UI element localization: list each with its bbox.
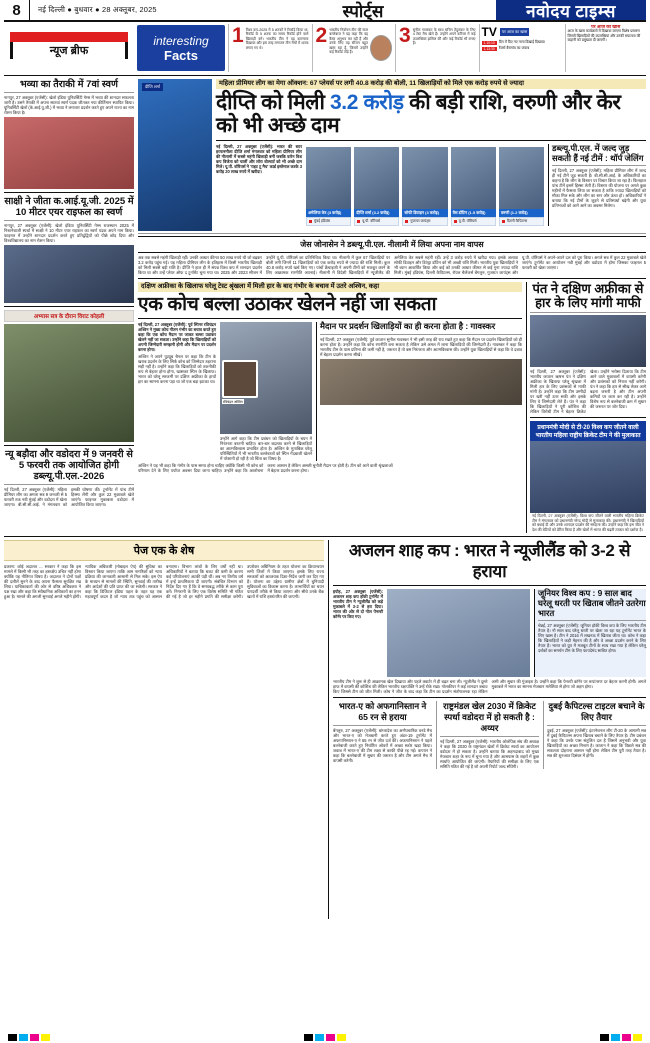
photo-badge: दीप्ति शर्मा <box>142 83 163 91</box>
tv-row-text: रेंजर्स बैरागांव का जवाब <box>498 46 530 50</box>
bottom-headline: भारत-ए को अफगानिस्तान ने 65 रन से हराया <box>338 701 427 723</box>
divider <box>320 334 522 335</box>
junior-wc-box <box>534 589 646 677</box>
coach-content <box>138 322 522 461</box>
divider <box>4 536 646 537</box>
bottom-stories <box>333 701 646 769</box>
player-name: अमेलिया केर (3 करोड़) <box>306 209 351 217</box>
coach-col-3: अश्विन ने यह भी कहा कि गंभीर के पास समय होना चाहिए क्योंकि किसी भी कोच को परिणाम देने के लिए पर्याप्त अवसर दिया जाना चाहिए। उन्होंने कहा कि आलोचना करना आसान है लेकिन असली चुनौती मैदान पर होती है। टीम को आने वाली श्रृंखलाओं में बेहतर प्रदर्शन करना होगा। <box>138 463 393 473</box>
color-bar-left <box>8 1034 50 1041</box>
tv-header <box>482 25 563 39</box>
junior-wc-body: चेन्नई, 27 अक्तूबर (एजेंसी): जूनियर हॉकी विश्व कप के लिए भारतीय टीम तैयार है। नौ साल बाद घरेलू धरती पर खेला जा रहा यह टूर्नामेंट भारत के लिए खास है। टीम ने 2016 में लखनऊ में खिताब जीता था। कोच ने कहा कि खिलाड़ियों ने कड़ी मेहनत की है और वे अच्छा प्रदर्शन करने के लिए तैयार हैं। भारत को ग्रुप में मजबूत टीमों के साथ रखा गया है लेकिन घरेलू दर्शकों का समर्थन टीम के लिए फायदेमंद साबित होगा। <box>538 623 646 654</box>
auction-col-1: अब तक सबसे महंगी खिलाड़ी रहीं। उनकी आधार कीमत 50 लाख रुपये थी जो बढ़कर 3.2 करोड़ पहुंच गई। यह महिला प्रीमियर लीग के इतिहास में किसी भारतीय खिलाड़ी को मिली सबसे बड़ी राशि है। दीप्ति ने हाल ही में संपन्न विश्व कप में शानदार प्रदर्शन किया था और उन्हें प्लेयर ऑफ द टूर्नामेंट चुना गया था। <box>138 255 262 275</box>
center-column <box>138 79 646 533</box>
rest-col-4: उपरोक्त अधिनियम के तहत योजना का क्रियान्वयन सभी जिलों में किया जाएगा। इसके लिए राज्य सरकारों को आवश्यक दिशा-निर्देश जारी कर दिए गए हैं। योजना का उद्देश्य ग्रामीण क्षेत्रों में बुनियादी सुविधाओं का विकास करना है। लाभार्थियों का चयन पारदर्शी तरीके से किया जाएगा और सीधे उनके बैंक खातों में राशि हस्तांतरित की जाएगी। <box>247 564 324 600</box>
swatch-yellow <box>41 1034 50 1041</box>
group-photo-band: प्रधानमंत्री मोदी से टी-20 विश्व कप जीतने वाली भारतीय महिला राष्ट्रीय क्रिकेट टीम ने की मुलाकात <box>530 421 646 441</box>
coach-text-left <box>138 322 216 461</box>
fact-item <box>228 24 312 72</box>
page-one-rest <box>4 540 324 919</box>
left-column <box>4 79 134 533</box>
player-card <box>451 147 496 226</box>
tv-feature-text: आज के खास कार्यक्रमों में दिखाया जाएगा विशेष प्रसारण जिसमें खिलाड़ियों की उपलब्धियां और उनकी सफलता की कहानी को प्रमुखता दी जाएगी। <box>567 29 641 43</box>
tv-time-badge: 1.10:10 <box>483 40 495 45</box>
swatch-yellow <box>337 1034 346 1041</box>
fact-number: 3 <box>399 24 411 47</box>
player-team: यू.पी. वॉरियर्स <box>451 217 496 226</box>
junior-wc-headline: जूनियर विश्व कप : 9 साल बाद घरेलू धरती पर खिताब जीतने उतरेगा भारत <box>538 588 646 618</box>
auction-col-3: नीलामी में विदेशी खिलाड़ियों में न्यूजीलैंड की अमेलिया केर सबसे महंगी रहीं। उन्हें 3 करोड़ रुपये में खरीदा गया। इसके अलावा सोफी डिवाइन और डिएंड्रा डॉटिन को भी अच्छी राशि मिली। भारतीय युवा खिलाड़ियों ने भी ध्यान आकर्षित किया और कई को उनकी आधार कीमत से कई गुना ज्यादा राशि मिली। <box>319 255 518 275</box>
rest-col-3: विभाग लांबों के लिए वर्षों नहीं था। अधिकारियों ने बताया कि बजट की कमी के कारण कई परियोजनाएं अटकी पड़ी थीं। अब नए वित्तीय वर्ष में इन्हें प्राथमिकता दी जाएगी। संबंधित विभाग को निर्देश दिए गए हैं कि वे समयबद्ध तरीके से काम पूरा करें। निगरानी के लिए एक विशेष समिति भी गठित की गई है जो हर महीने प्रगति की समीक्षा करेगी। <box>166 564 243 600</box>
auction-text-block <box>216 79 646 231</box>
masthead <box>4 0 646 22</box>
fact-text: भारतीय निर्वाचन टीम की स्टार बल्लेबाज ने यह कहा कि वह कैसा अनुभव कर रही हैं और उनके लिए यह सीजन बहुत खास रहा है, जिसमें उन्होंने कई रिकॉर्ड तोड़े हैं। <box>329 28 368 55</box>
swatch-black <box>600 1034 609 1041</box>
bottom-story <box>333 701 432 769</box>
deepti-photo <box>138 79 212 231</box>
divider <box>530 417 646 418</box>
facts-line2: Facts <box>164 47 198 63</box>
color-bar-center <box>304 1034 346 1041</box>
wpl-teams-box <box>548 144 646 226</box>
swatch-cyan <box>315 1034 324 1041</box>
brief-headline: साक्षी ने जीता क.आई.यू.जी. 2025 में 10 मीटर एयर राइफल का स्वर्ण <box>4 196 134 218</box>
side-box-body: नई दिल्ली, 27 अक्तूबर (एजेंसी): महिला प्रीमियर लीग में जल्द ही नई टीमें जुड़ सकती हैं। बी.सी.सी.आई. के अधिकारियों का कहना है कि लीग के विस्तार पर विचार किया जा रहा है। फिलहाल पांच टीमें इसमें हिस्सा लेती हैं। विस्तार की योजना पर अगले कुछ महीनों में फैसला लिया जा सकता है ताकि ज्यादा खिलाड़ियों को मौका मिल सके और लीग का स्तर और ऊंचा हो। अधिकारियों ने बताया कि नई टीमों के जुड़ने से प्रतिस्पर्धा बढ़ेगी और युवा प्रतिभाओं को आगे आने का अवसर मिलेगा। <box>552 168 646 209</box>
hockey-lead: इपोह, 27 अक्तूबर (एजेंसी): अजलन शाह कप हॉकी टूर्नामेंट में भारतीय टीम ने न्यूजीलैंड को कड़े मुकाबले में 3-2 से हरा दिया। भारत की ओर से दो गोल पेनल्टी कॉर्नर पर किए गए। <box>333 589 383 620</box>
player-team: दिल्ली कैपिटल्स <box>499 217 544 226</box>
headline-part1: दीप्ति को मिली <box>216 91 331 114</box>
dateline: नई दिल्ली ● बुधवार ● 28 अक्तूबर, 2025 <box>38 5 157 14</box>
tv-row <box>482 46 563 51</box>
coach-kicker: दक्षिण अफ्रीका के खिलाफ घरेलू टेस्ट श्रृंखला में मिली हार के बाद गंभीर के बचाव में उतरे अश्विन, कहा <box>138 282 522 292</box>
swatch-magenta <box>326 1034 335 1041</box>
side-box-headline: डब्ल्यू.पी.एल. में जल्द जुड़ सकती हैं नई टीमें : थॉर्प जेलिंग <box>552 143 644 163</box>
interesting-facts-logo <box>137 25 225 71</box>
bottom-headline: दुबई कैपिटल्स टाइटल बचाने के लिए तैयार <box>548 701 645 723</box>
pant-photo <box>530 315 646 367</box>
rest-col-1: प्रकरण: कोई अदालत ... सरकार ने कहा कि इस मामले में किसी भी तरह का हस्तक्षेप उचित नहीं होगा क्योंकि यह नीतिगत विषय है। अदालत ने दोनों पक्षों की दलीलें सुनने के बाद अपना फैसला सुरक्षित रख लिया। याचिकाकर्ता की ओर से वरिष्ठ अधिवक्ता ने पक्ष रखा और कहा कि संवैधानिक अधिकारों का हनन हुआ है। मामले की अगली सुनवाई अगले महीने होगी। <box>4 564 81 600</box>
auction-story <box>138 79 646 231</box>
auction-kicker: महिला प्रीमियर लीग का मेगा ऑक्शन: 67 प्लेयर्स पर लगी 40.8 करोड़ की बोली, 11 खिलाड़ियों को मिले एक करोड़ रुपये से ज्यादा <box>216 79 646 89</box>
player-card <box>499 147 544 226</box>
divider <box>138 233 646 234</box>
divider <box>552 165 646 166</box>
tv-listing-box <box>479 24 565 72</box>
auction-lead: नई दिल्ली, 27 अक्तूबर (एजेंसी): भारत की स्टार हरफनमौला दीप्ति शर्मा मंगलवार को महिला प्रीमियर लीग की नीलामी में सबसे महंगी खिलाड़ी बनीं जबकि वारेन विश कप विजेता को चार्ली और लॉरा वोल्वार्ट को भी अच्छे दाम मिले। यू.पी. वॉरियर्स ने 'राइट टू मैच' कार्ड इस्तेमाल करके 3 करोड़ 20 लाख रुपये में खरीदा। <box>216 144 302 174</box>
divider <box>216 140 646 141</box>
pant-body: नई दिल्ली, 27 अक्तूबर (एजेंसी): भारतीय कप्तान ऋषभ पंत ने दक्षिण अफ्रीका के खिलाफ घरेलू श्रृंखला में मिली हार के लिए प्रशंसकों से माफी मांगी है। उन्होंने कहा कि टीम उम्मीदों पर खरी नहीं उतर सकी और इसके लिए वे जिम्मेदारी लेते हैं। पंत ने कहा कि खिलाड़ियों ने पूरी कोशिश की लेकिन विरोधी टीम ने बेहतर क्रिकेट खेला। उन्होंने भरोसा दिलाया कि टीम आने वाले मुकाबलों में वापसी करेगी और प्रशंसकों को निराश नहीं करेगी। पंत ने कहा कि हार से सीख लेकर आगे बढ़ना जरूरी है और टीम अपनी कमियों पर काम कर रही है। उन्होंने विशेष रूप से बल्लेबाजी क्रम में सुधार की जरूरत पर जोर दिया। <box>530 369 646 414</box>
gambhir-photo <box>220 322 312 434</box>
hockey-body <box>333 679 646 694</box>
divider <box>333 725 432 726</box>
auction-columns <box>138 236 646 275</box>
news-brief-label: न्यूज ब्रीफ <box>10 42 128 59</box>
player-card <box>402 147 447 226</box>
fact-item <box>312 24 396 72</box>
fact-text: विश्व कप-2025 में 5 शतकों ने रिकॉर्ड किया था, रिकॉर्ड के 5 शतक का समय रिकॉर्ड होने वाले खिलाड़ी बने। भारतीय टीम ने यह कारनामा दिखाया और इस तरह लगातार तीन मैचों में शतक लगाए गए थे। <box>245 28 309 50</box>
player-name: वैस डॉटिन (1.5 करोड़) <box>451 209 496 217</box>
divider <box>538 620 646 621</box>
divider <box>440 736 539 737</box>
auction-continued <box>138 236 646 275</box>
swimmer-photo <box>4 117 134 189</box>
bottom-body: दुबई, 27 अक्तूबर (एजेंसी): इंटरनेशनल लीग टी-20 के आगामी सत्र में दुबई कैपिटल्स अपना खिताब बचाने के लिए तैयार है। टीम प्रबंधन ने कहा कि उनके पास संतुलित दल है जिसमें अनुभवी और युवा खिलाड़ियों का अच्छा मिश्रण है। कप्तान ने कहा कि पिछले सत्र की सफलता दोहराना आसान नहीं होगा लेकिन टीम पूरी तरह तैयार है। सत्र की शुरुआत दिसंबर में होगी। <box>547 728 646 759</box>
coach-photo-block <box>220 322 312 461</box>
auction-lead-row <box>216 144 646 226</box>
fact-item <box>395 24 479 72</box>
brief-body: नागपुर, 27 अक्तूबर (एजेंसी): खेलो इंडिया यूनिवर्सिटी गेम्स राजस्थान 2025 में निशानेबाजी स्पर्धा में साक्षी ने 10 मीटर एयर राइफल का स्वर्ण पदक अपने नाम किया। फाइनल में उन्होंने शानदार प्रदर्शन करते हुए प्रतिद्वंद्वियों को पीछे छोड़ दिया और विश्वविद्यालय का नाम रोशन किया। <box>4 223 134 243</box>
rest-col-2: न्यायिक अधिकारी (मोबाइल ऐप) की सुविधा का विस्तार किया जाएगा ताकि आम नागरिकों को न्याय प्रक्रिया की जानकारी आसानी से मिल सके। इस ऐप के माध्यम से मामलों की स्थिति, सुनवाई की तारीख और आदेशों की प्रति प्राप्त की जा सकेगी। सरकार ने कहा कि डिजिटल इंडिया पहल के तहत यह एक महत्वपूर्ण कदम है जो न्याय तक पहुंच को आसान बनाएगा। <box>85 564 179 600</box>
fact-number: 1 <box>232 24 244 47</box>
tv-feature-box <box>565 24 647 72</box>
hockey-photo <box>387 589 530 677</box>
swatch-black <box>304 1034 313 1041</box>
bottom-story <box>436 701 539 769</box>
coach-lead: नई दिल्ली, 27 अक्तूबर (एजेंसी): पूर्व स्पिनर रविचंद्रन अश्विन ने मुख्य कोच गौतम गंभीर का बचाव करते हुए कहा कि एक कोच मैदान पर जाकर बल्ला उठाकर खेलने नहीं जा सकता। उन्होंने कहा कि खिलाड़ियों को अपनी जिम्मेदारी समझनी होगी और मैदान पर प्रदर्शन करना होगा। <box>138 322 216 352</box>
kohli-practice-photo <box>4 324 134 442</box>
ashwin-inset-caption: रविचंद्रन अश्विन <box>223 400 243 404</box>
brand-logo <box>496 0 646 20</box>
divider <box>4 192 134 193</box>
player-photo <box>402 147 447 209</box>
swatch-black <box>8 1034 17 1041</box>
player-team: गुजरात जायंट्स <box>402 217 447 226</box>
swatch-magenta <box>622 1034 631 1041</box>
coach-col-1: अश्विन ने अपने यूट्यूब चैनल पर कहा कि टीम के खराब प्रदर्शन के लिए सिर्फ कोच को जिम्मेदार ठहराना सही नहीं है। उन्होंने कहा कि खिलाड़ियों को तकनीकी रूप से बेहतर होना होगा, खासकर स्पिन के खिलाफ। भारत को घरेलू सरजमीं पर दक्षिण अफ्रीका के हाथों हार का सामना करना पड़ा था जो एक बड़ा झटका था। <box>138 354 216 384</box>
divider <box>547 725 646 726</box>
headline-part2: की बड़ी राशि, वरुणी और केर को भी अच्छे दाम <box>216 91 621 137</box>
deepti-photo-block <box>138 79 212 231</box>
player-photo <box>354 147 399 209</box>
player-card <box>354 147 399 226</box>
divider <box>4 220 134 221</box>
brief-headline: न्यू बड़ौदा और वडोदरा में 9 जनवरी से 5 फरवरी तक आयोजित होगी डब्ल्यू.पी.एल.-2026 <box>5 449 133 482</box>
hockey-photo-block <box>387 589 530 677</box>
tv-feature-head: पर आज का खास <box>591 24 621 29</box>
main-body <box>4 79 646 533</box>
coach-story <box>138 282 522 533</box>
fact-portrait <box>370 35 392 61</box>
group-photo-caption: नई दिल्ली, 27 अक्तूबर (एजेंसी): विश्व कप जीतने वाली भारतीय महिला क्रिकेट टीम ने मंगलवार को प्रधानमंत्री नरेन्द्र मोदी से मुलाकात की। प्रधानमंत्री ने खिलाड़ियों को बधाई दी और उनके शानदार प्रदर्शन की सराहना की। उन्होंने कहा कि इस जीत ने देश की बेटियों को प्रेरित किया है और खेलों में भारत की बढ़ती ताकत को दर्शाया है। <box>532 514 644 532</box>
hockey-col-2: कोच ने जीत के बाद कहा कि टीम का प्रदर्शन संतोषजनक रहा लेकिन अभी और सुधार की गुंजाइश है। उन्होंने कहा कि पेनल्टी कॉर्नर पर रूपांतरण दर बेहतर करनी होगी। अगले मुकाबले में भारत का सामना मेजबान मलेशिया से होगा जो अहम होगा। <box>383 679 646 695</box>
divider <box>4 445 134 446</box>
player-name: सोफी डिवाइन (3 करोड़) <box>402 209 447 217</box>
divider <box>4 306 134 307</box>
bottom-story <box>543 701 646 769</box>
bottom-body: बेंगलुरु, 27 अक्तूबर (एजेंसी): बांग्लादेश का अनौपचारिक वनडे मैच और भारत-ए को मेजबानी करते हुए अंडर-19 टूर्नामेंट में अफगानिस्तान-ए ने 65 रन से जीत दर्ज की। अफगानिस्तान ने पहले बल्लेबाजी करते हुए निर्धारित ओवरों में अच्छा स्कोर खड़ा किया। जवाब में भारत-ए की टीम लक्ष्य से काफी पीछे रह गई। कप्तान ने कहा कि बल्लेबाजी में सुधार की जरूरत है और टीम अगले मैच में वापसी करेगी। <box>333 728 432 764</box>
bottom-body: नई दिल्ली, 27 अक्तूबर (एजेंसी): भारतीय ओलंपिक संघ की अध्यक्ष ने कहा कि 2030 के राष्ट्रमंडल खेलों में क्रिकेट स्पर्धा का आयोजन वडोदरा में हो सकता है। उन्होंने बताया कि अहमदाबाद को मुख्य मेजबान शहर के रूप में चुना गया है और आसपास के शहरों में कुछ स्पर्धाएं आयोजित की जाएंगी। तैयारियों की समीक्षा के लिए एक समिति गठित की गई है जो अपनी रिपोर्ट जल्द सौंपेगी। <box>440 739 539 770</box>
brief-body: नई दिल्ली, 27 अक्तूबर (एजेंसी): महिला प्रीमियर लीग का अगला सत्र 9 जनवरी से 5 फरवरी तक नवी मुंबई और वडोदरा में खेला जाएगा। बी.सी.सी.आई. ने मंगलवार को इसकी घोषणा की। टूर्नामेंट में पांच टीमें हिस्सा लेंगी और कुल 22 मुकाबले खेले जाएंगे। फाइनल मुकाबला वडोदरा में आयोजित किया जाएगा। <box>4 487 134 507</box>
tv-logo: TV <box>481 25 497 39</box>
divider <box>4 75 646 76</box>
page-one-rest-label: पेज एक के शेष <box>4 540 324 561</box>
color-bar-right <box>600 1034 642 1041</box>
group-photo <box>530 441 646 513</box>
player-photo <box>499 147 544 209</box>
swatch-cyan <box>611 1034 620 1041</box>
gavaskar-box <box>316 322 522 461</box>
auction-subheadline: जेस जोनासेन ने डब्ल्यू.पी.एल. नीलामी में लिया अपना नाम वापस <box>138 236 646 253</box>
auction-headline <box>216 91 646 137</box>
hockey-col-1: भारतीय टीम ने शुरू से ही आक्रामक खेल दिखाया और पहले क्वार्टर में ही बढ़त बना ली। न्यूजीलैंड ने दूसरे हाफ में वापसी की कोशिश की लेकिन भारतीय रक्षापंक्ति ने उन्हें रोके रखा। गोलकीपर ने कई शानदार बचाव किए जिससे टीम को जीत मिली। <box>333 679 488 695</box>
auction-body <box>138 255 646 275</box>
bottom-headline: राष्ट्रमंडल खेल 2030 में क्रिकेट स्पर्धा वडोदरा में हो सकती है : अय्यर <box>443 701 536 734</box>
page-title: स्पोर्ट्स <box>342 1 384 21</box>
brand-name: नवोदय टाइम्स <box>526 1 616 21</box>
brief-headline: भव्या का तैराकी में 7वां स्वर्ण <box>20 79 118 90</box>
player-name: दीप्ति शर्मा (3.2 करोड़) <box>354 209 399 217</box>
auction-col-2: 2025 और 2023 सीजन में उन्होंने यू.पी. वॉरियर्स का प्रतिनिधित्व किया था। नीलामी में कुल 67 खिलाड़ियों पर बोली लगी जिनमें 11 खिलाड़ियों को एक करोड़ रुपये से ज्यादा की राशि मिली। कुल 40.8 करोड़ रुपये खर्च किए गए। पांचों फ्रेंचाइजी ने अपनी टीमों को मजबूत करने के लिए आक्रामक रणनीति अपनाई। <box>220 255 390 275</box>
divider <box>530 312 646 313</box>
player-photo <box>306 147 351 209</box>
coach-headline: एक कोच बल्ला उठाकर खेलने नहीं जा सकता <box>138 294 437 315</box>
players-strip <box>306 144 544 226</box>
divider <box>4 92 134 93</box>
player-photo <box>451 147 496 209</box>
divider <box>4 484 134 485</box>
fact-text: सुनील गावस्कर के साथ सचिन तेंदुलकर के लिए 4 टेस्ट मैच खेले हैं। उन्होंने अपने करियर में कई उपलब्धियां हासिल कीं और कई रिकॉर्ड भी बनाए हैं। <box>412 28 476 46</box>
page-number: 8 <box>4 0 30 20</box>
divider <box>333 585 646 586</box>
divider <box>333 697 646 698</box>
fact-number: 2 <box>315 24 328 47</box>
gavaskar-headline: मैदान पर प्रदर्शन खिलाड़ियों का ही करना होता है : गावस्कर <box>320 321 496 331</box>
divider <box>138 278 646 279</box>
player-team: मुंबई इंडियंस <box>306 217 351 226</box>
player-team: यू.पी. वॉरियर्स <box>354 217 399 226</box>
swatch-cyan <box>19 1034 28 1041</box>
facts-line1: interesting <box>153 33 209 48</box>
pant-story <box>526 282 646 533</box>
shooter-photo <box>4 245 134 303</box>
page-one-rest-body <box>4 564 324 919</box>
pant-headline: पंत ने दक्षिण अफ्रीका से हार के लिए मांगी माफी <box>532 281 644 310</box>
hockey-section <box>328 540 646 919</box>
gavaskar-body: नई दिल्ली, 27 अक्तूबर (एजेंसी): पूर्व कप्तान सुनील गावस्कर ने भी इसी तरह की राय रखते हुए कहा कि मैदान पर प्रदर्शन खिलाड़ियों को ही करना होता है। उन्होंने कहा कि कोच रणनीति बना सकता है लेकिन उसे अमल में लाना खिलाड़ियों की जिम्मेदारी है। गावस्कर ने कहा कि भारतीय टीम के पास प्रतिभा की कमी नहीं है, जरूरत है तो बस निरंतरता और आत्मविश्वास की। उन्होंने युवा खिलाड़ियों से कहा कि वे दबाव में बेहतर प्रदर्शन करना सीखें। <box>320 336 522 357</box>
swatch-magenta <box>30 1034 39 1041</box>
headline-highlight: 3.2 करोड़ <box>330 91 404 114</box>
player-card <box>306 147 351 226</box>
divider <box>138 318 522 319</box>
tv-row-text: दिन में दिए गए गाना दिखाई दिखाया <box>498 40 545 44</box>
hockey-content <box>333 589 646 677</box>
top-strip <box>4 24 646 72</box>
coach-pant-row <box>138 282 646 533</box>
auction-col-4: मुंबई इंडियंस, दिल्ली कैपिटल्स, रॉयल चैलेंजर्स बेंगलुरु, गुजरात जायंट्स और यू.पी. वॉरियर्स ने अपने-अपने दल को पूरा किया। अगले सत्र में कुल 22 मुकाबले खेले जाएंगे। टूर्नामेंट का आयोजन नवी मुंबई और वडोदरा में होगा जिसका फाइनल 5 फरवरी को खेला जाएगा। <box>404 255 646 275</box>
tv-tagline: पर आज का खास <box>501 29 528 34</box>
gavaskar-photo <box>320 359 522 405</box>
player-name: वरुणी (1.2 करोड़) <box>499 209 544 217</box>
lower-half <box>4 540 646 919</box>
tv-row <box>482 40 563 45</box>
photo-caption: अभ्यास सत्र के दौरान विराट कोहली <box>4 310 134 322</box>
swatch-yellow <box>633 1034 642 1041</box>
news-brief-badge <box>4 24 134 72</box>
ashwin-inset-photo <box>222 360 258 398</box>
tv-time-badge: 1.13:30 <box>483 46 495 51</box>
player-cards <box>306 147 544 226</box>
color-registration-bars <box>0 1034 650 1041</box>
hockey-headline: अजलन शाह कप : भारत ने न्यूजीलैंड को 3-2 से हराया <box>348 541 631 582</box>
coach-col-2: उन्होंने आगे कहा कि टीम प्रबंधन को खिलाड़ियों के चयन में निरंतरता बरतनी चाहिए। बार-बार बदलाव करने से खिलाड़ियों का आत्मविश्वास प्रभावित होता है। अश्विन के मुताबिक घरेलू परिस्थितियों में भी भारतीय बल्लेबाजों को स्पिन गेंदबाजी खेलने में परेशानी हो रही है जो चिंता का विषय है। <box>220 436 312 461</box>
brief-body: नागपुर, 27 अक्तूबर (एजेंसी): खेलो इंडिया यूनिवर्सिटी गेम्स में भव्या की शानदार सफलता जारी है। उसने तैराकी में अपना सातवां स्वर्ण पदक जीतकर नया कीर्तिमान स्थापित किया। यूनिवर्सिटी खेलों (के.आई.यू.जी.) में भव्या ने लगातार प्रदर्शन करते हुए अपने राज्य का नाम रोशन किया है। <box>4 95 134 115</box>
